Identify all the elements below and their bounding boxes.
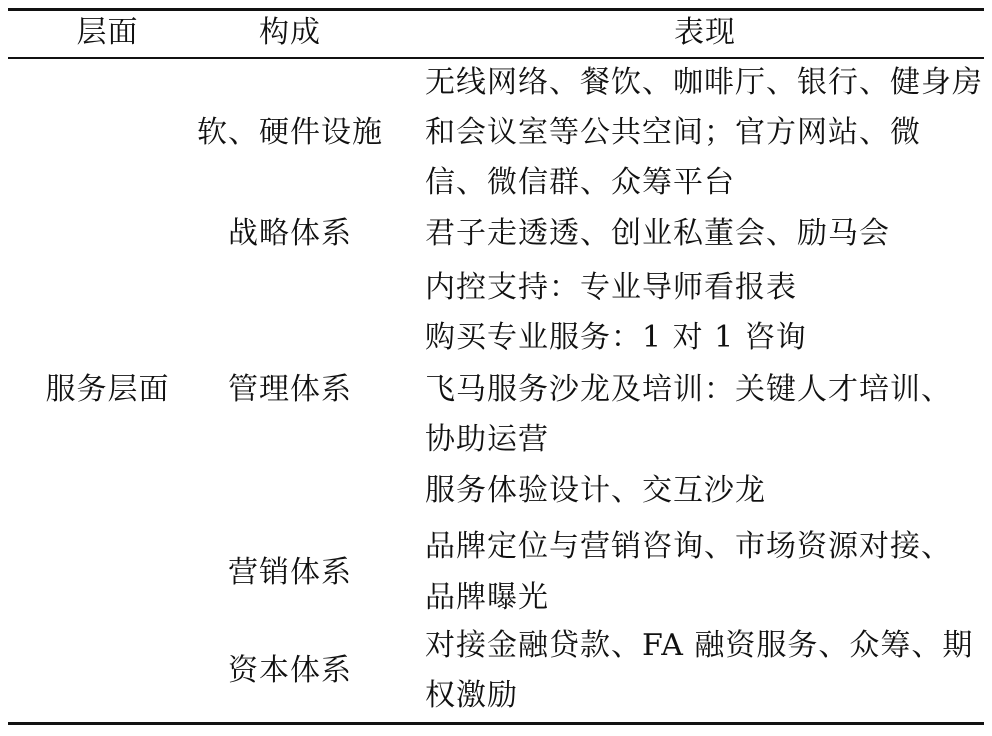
performance-line: 和会议室等公共空间；官方网站、微 [425,115,921,150]
performance-line: 权激励 [425,678,518,713]
performance-line: 品牌定位与营销咨询、市场资源对接、 [425,529,952,564]
composition-cell: 战略体系 [228,216,352,251]
level-cell: 服务层面 [45,372,170,407]
performance-line: 购买专业服务：1 对 1 咨询 [425,320,807,355]
header-composition: 构成 [259,15,321,50]
performance-line: 君子走透透、创业私董会、励马会 [425,216,890,251]
performance-line: 信、微信群、众筹平台 [425,165,735,200]
performance-line: 对接金融贷款、FA 融资服务、众筹、期 [425,628,974,663]
header-performance: 表现 [674,15,736,50]
composition-cell: 资本体系 [228,653,352,688]
composition-cell: 软、硬件设施 [197,115,383,150]
performance-line: 无线网络、餐饮、咖啡厅、银行、健身房 [425,65,983,100]
bottom-rule [8,722,984,725]
performance-line: 服务体验设计、交互沙龙 [425,473,766,508]
performance-line: 品牌曝光 [425,580,549,615]
performance-line: 内控支持：专业导师看报表 [425,270,797,305]
performance-line: 飞马服务沙龙及培训：关键人才培训、 [425,372,952,407]
performance-line: 协助运营 [425,422,549,457]
composition-cell: 管理体系 [228,372,352,407]
composition-cell: 营销体系 [228,555,352,590]
header-level: 层面 [76,15,139,50]
